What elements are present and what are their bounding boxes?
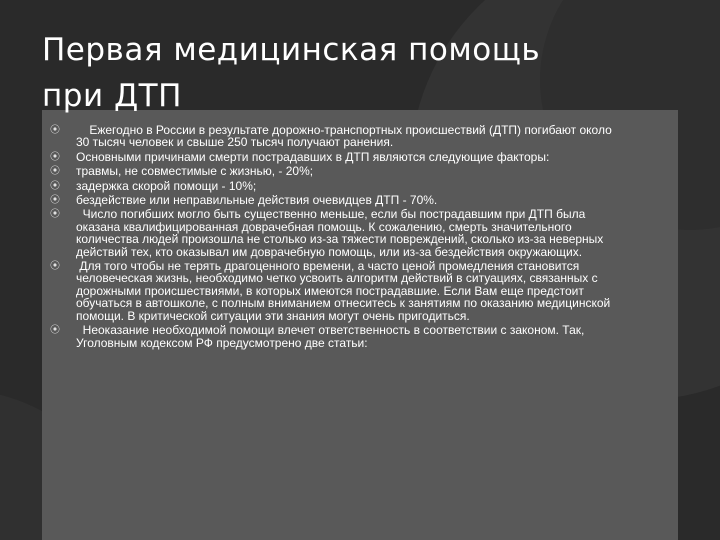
circle-bullet-icon: ⦿ <box>50 125 60 136</box>
list-item-text: Основными причинами смерти пострадавших в ДТП являются следующие факторы: <box>76 149 550 164</box>
circle-bullet-icon: ⦿ <box>50 195 60 207</box>
circle-bullet-icon: ⦿ <box>50 261 60 273</box>
list-item-text: травмы, не совместимые с жизнью, - 20%; <box>76 164 314 179</box>
circle-bullet-icon: ⦿ <box>50 151 60 163</box>
list-item-text: Ежегодно в России в результате дорожно-транспортных происшествий (ДТП) погибают около 30 тысяч человек и свыше 250 тысяч получают ранения. <box>76 123 616 150</box>
circle-bullet-icon: ⦿ <box>50 180 60 192</box>
slide-title <box>42 27 682 119</box>
list-item-text: Для того чтобы не терять драгоценного времени, а часто ценой промедления становится человеческая жизнь, необходимо четко усвоить алгоритм действий в ситуациях, связанных с дорожными происшествиями, в которых имеются пострадавшие. Если Вам еще предстоит обучаться в автошколе, с полным вниманием отнеситесь к занятиям по оказанию медицинской помощи. В критической ситуации эти знания могут очень пригодиться. <box>76 259 614 323</box>
circle-bullet-icon: ⦿ <box>50 166 60 178</box>
list-item <box>50 260 620 322</box>
list-item <box>50 124 620 149</box>
list-item <box>50 180 620 192</box>
list-item-text: задержка скорой помощи - 10%; <box>76 178 257 193</box>
bullet-list <box>50 124 620 349</box>
title-line-1: Первая медицинская помощь <box>42 31 541 68</box>
circle-bullet-icon: ⦿ <box>50 209 60 221</box>
list-item <box>50 324 620 349</box>
list-item-text: бездействие или неправильные действия очевидцев ДТП - 70%. <box>76 193 438 208</box>
circle-bullet-icon: ⦿ <box>50 325 60 337</box>
list-item-text: Неоказание необходимой помощи влечет ответственность в соответствии с законом. Так, Уголовным кодексом РФ предусмотрено две статьи: <box>76 323 588 350</box>
list-item <box>50 151 620 163</box>
list-item-text: Число погибших могло быть существенно меньше, если бы пострадавшим при ДТП была оказана квалифицированная доврачебная помощь. К сожалению, смерть значительного количества людей произошла не столько из-за тяжести повреждений, сколько из-за неверных действий тех, кто оказывал им доврачебную помощь, или из-за бездействия окружающих. <box>76 207 607 259</box>
list-item <box>50 208 620 258</box>
list-item <box>50 194 620 206</box>
title-line-2: при ДТП <box>42 77 182 114</box>
list-item <box>50 165 620 177</box>
